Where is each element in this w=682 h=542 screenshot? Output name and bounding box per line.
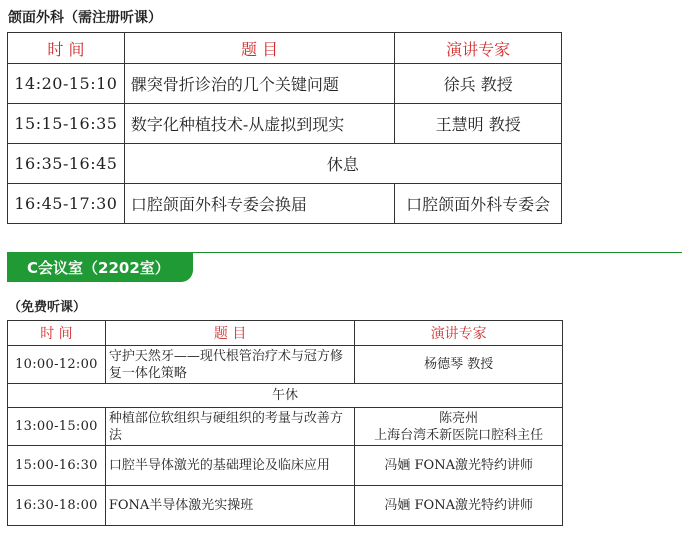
table-row [8,408,563,446]
speaker-cell: 口腔颌面外科专委会 [395,184,562,224]
speaker-cell: 冯婳 FONA激光特约讲师 [355,486,563,526]
time-cell: 14:20-15:10 [8,64,125,104]
time-cell: 15:15-16:35 [8,104,125,144]
topic-cell: 守护天然牙——现代根管治疗术与冠方修复一体化策略 [105,346,355,384]
section-title: 颌面外科（需注册听课） [8,10,162,26]
topic-cell: 口腔颌面外科专委会换届 [124,184,394,224]
topic-cell: FONA半导体激光实操班 [105,486,355,526]
table-row [8,184,562,224]
break-cell: 休息 [124,144,561,184]
speaker-name: 陈亮州 [439,410,479,426]
speaker-cell [355,408,563,446]
time-cell: 10:00-12:00 [8,346,106,384]
table-header-row [8,321,563,346]
header-topic: 题 目 [124,33,394,64]
table-row [8,64,562,104]
time-cell: 16:35-16:45 [8,144,125,184]
table-row [8,384,563,408]
table-row [8,346,563,384]
header-speaker: 演讲专家 [355,321,563,346]
speaker-affiliation: 上海台湾禾新医院口腔科主任 [374,427,544,443]
room-banner: C会议室（2202室） [7,252,193,282]
topic-cell: 数字化种植技术-从虚拟到现实 [124,104,394,144]
break-cell: 午休 [8,384,563,408]
header-topic: 题 目 [105,321,355,346]
speaker-cell: 杨德琴 教授 [355,346,563,384]
table-row [8,144,562,184]
topic-cell: 口腔半导体激光的基础理论及临床应用 [105,446,355,486]
time-cell: 13:00-15:00 [8,408,106,446]
time-cell: 15:00-16:30 [8,446,106,486]
table-row [8,446,563,486]
table-row [8,104,562,144]
speaker-cell: 王慧明 教授 [395,104,562,144]
section-subtitle: （免费听课） [8,300,87,315]
table-header-row [8,33,562,64]
topic-cell: 种植部位软组织与硬组织的考量与改善方法 [105,408,355,446]
time-cell: 16:30-18:00 [8,486,106,526]
topic-cell: 髁突骨折诊治的几个关键问题 [124,64,394,104]
header-speaker: 演讲专家 [395,33,562,64]
speaker-cell: 冯婳 FONA激光特约讲师 [355,446,563,486]
header-time: 时 间 [8,33,125,64]
time-cell: 16:45-17:30 [8,184,125,224]
table-row [8,486,563,526]
schedule-table [7,320,563,526]
header-time: 时 间 [8,321,106,346]
schedule-table [7,32,562,224]
speaker-cell: 徐兵 教授 [395,64,562,104]
